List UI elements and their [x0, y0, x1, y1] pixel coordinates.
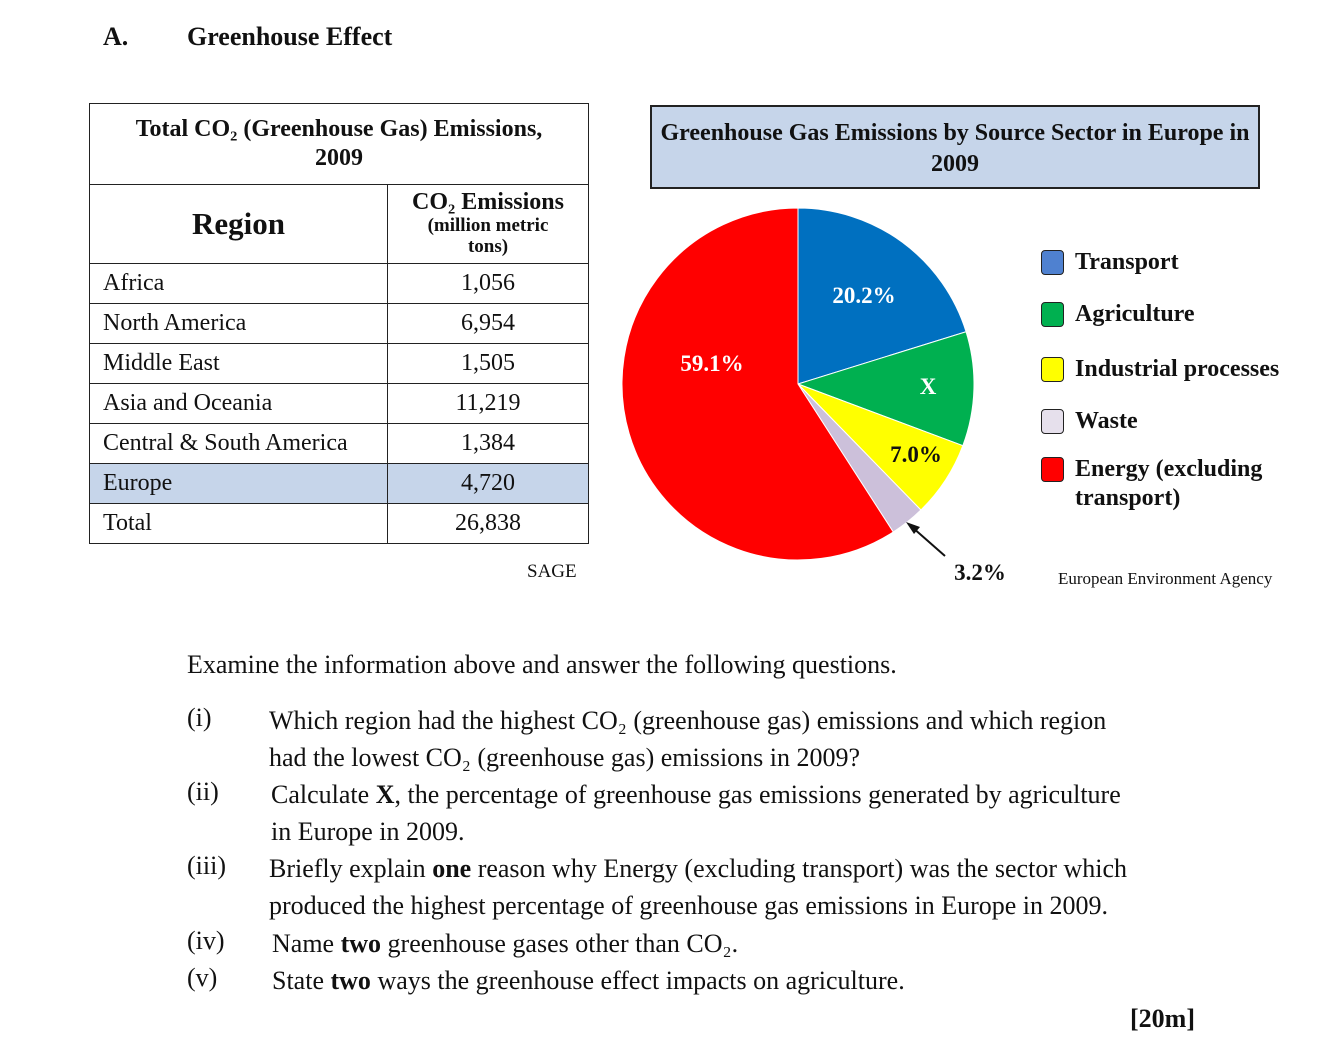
question-text: State two ways the greenhouse effect impacts on agriculture.: [272, 966, 905, 995]
question-number: (v): [187, 963, 218, 992]
table-row-total: [90, 504, 589, 544]
question-text: Which region had the highest CO₂ (greenhouse gas) emissions and which region had the lowest CO₂ (greenhouse gas) emissions in 2009?: [269, 706, 1107, 772]
emissions-cell: 4,720: [388, 464, 589, 504]
emissions-cell: 1,384: [388, 424, 589, 464]
legend-swatch: [1041, 357, 1064, 382]
question-number: (iv): [187, 926, 225, 955]
emissions-cell: 1,056: [388, 264, 589, 304]
table-row: [90, 264, 589, 304]
region-cell: North America: [90, 304, 388, 344]
region-cell: Central & South America: [90, 424, 388, 464]
question-number: (i): [187, 703, 212, 732]
slice-label-waste: 3.2%: [954, 560, 1006, 585]
question-text: Briefly explain one reason why Energy (excluding transport) was the sector which produced the highest percentage of greenhouse gas emissions in Europe in 2009.: [269, 854, 1128, 920]
emissions-cell: 1,505: [388, 344, 589, 384]
legend-swatch: [1041, 409, 1064, 434]
total-marks: [20m]: [1130, 1004, 1195, 1033]
table-source: SAGE: [527, 561, 577, 582]
region-cell: Total: [90, 504, 388, 544]
region-cell: Europe: [90, 464, 388, 504]
column-header-region: Region: [90, 185, 388, 264]
pie-chart: [600, 200, 1020, 600]
question-number: (ii): [187, 777, 219, 806]
section-title: Greenhouse Effect: [187, 22, 393, 51]
questions-intro: Examine the information above and answer the following questions.: [187, 650, 897, 679]
region-cell: Middle East: [90, 344, 388, 384]
slice-label: 20.2%: [832, 283, 896, 308]
slice-label: 59.1%: [680, 351, 744, 376]
co2-emissions-table: [89, 103, 589, 549]
table-row: [90, 384, 589, 424]
callout-line: [912, 527, 945, 556]
emissions-cell: 6,954: [388, 304, 589, 344]
emissions-cell: 11,219: [388, 384, 589, 424]
section-letter: A.: [103, 22, 129, 51]
table-title: Total CO₂ (Greenhouse Gas) Emissions, 2009: [90, 104, 589, 185]
emissions-cell: 26,838: [388, 504, 589, 544]
legend-swatch: [1041, 302, 1064, 327]
table-row-highlighted: [90, 464, 589, 504]
slice-label: 7.0%: [890, 442, 942, 467]
chart-title: Greenhouse Gas Emissions by Source Sector in Europe in 2009: [650, 105, 1260, 189]
question-text: Calculate X, the percentage of greenhouse gas emissions generated by agriculture in Europe in 2009.: [271, 780, 1121, 846]
region-cell: Africa: [90, 264, 388, 304]
table-row: [90, 424, 589, 464]
table-row: [90, 304, 589, 344]
question-text: Name two greenhouse gases other than CO₂.: [272, 929, 739, 958]
column-header-co2: CO₂ Emissions (million metric tons): [388, 185, 589, 264]
legend-swatch: [1041, 457, 1064, 482]
legend-swatch: [1041, 250, 1064, 275]
region-cell: Asia and Oceania: [90, 384, 388, 424]
chart-source: European Environment Agency: [1058, 569, 1273, 588]
question-number: (iii): [187, 851, 226, 880]
slice-label: X: [919, 374, 937, 399]
table-row: [90, 344, 589, 384]
